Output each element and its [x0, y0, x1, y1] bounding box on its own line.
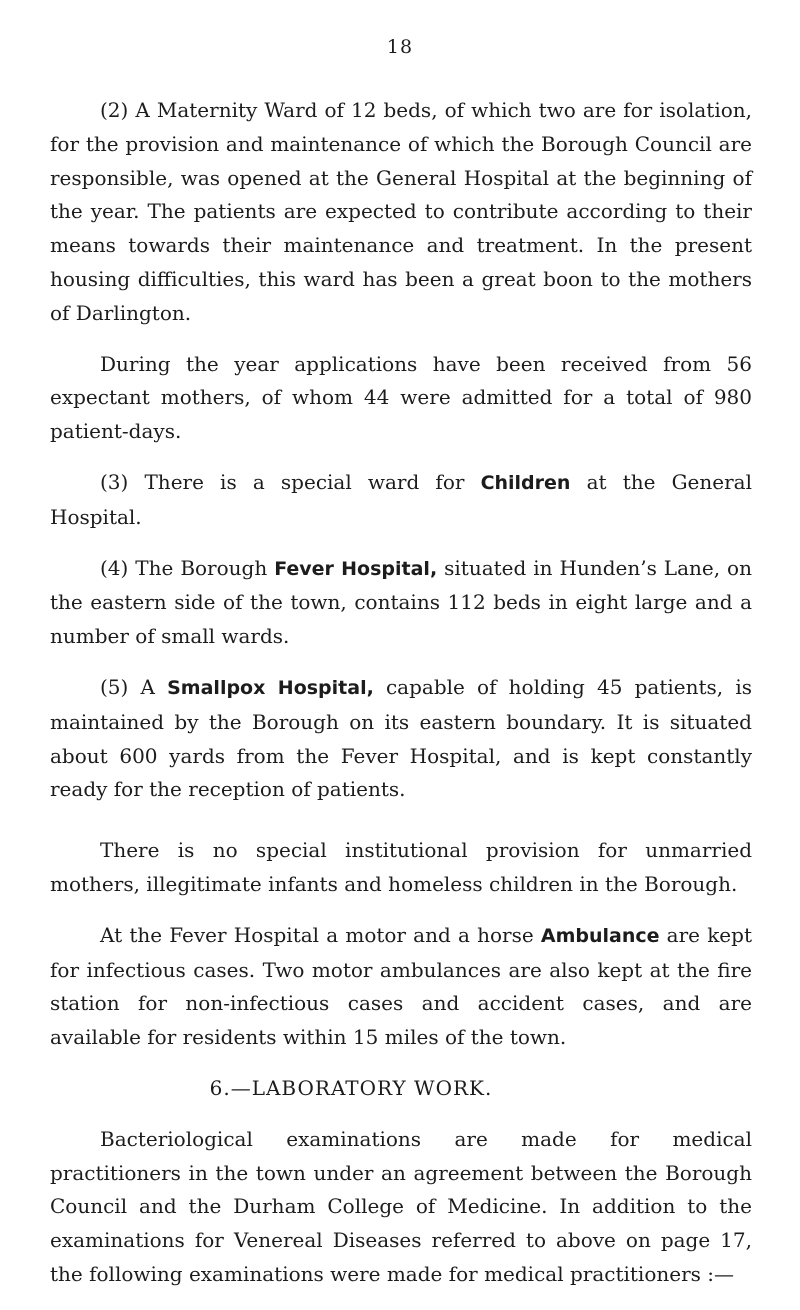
paragraph-applications: During the year applications have been received from 56 expectant mothers, of whom 44 were admitted for a total of 980 patient-days.: [50, 351, 752, 444]
children-ward-bold: Children: [480, 471, 571, 494]
ambulance-text-before: At the Fever Hospital a motor and a horse: [100, 922, 541, 947]
page-number: 18: [386, 36, 414, 58]
paragraph-ambulance: [50, 919, 752, 1055]
ambulance-text-after: are kept for infectious cases. Two motor ambulances are also kept at the fire station for non-infectious cases and accident cases, and are available for residents within 15 miles of the town.: [50, 922, 752, 1050]
paragraph-maternity-ward: (2) A Maternity Ward of 12 beds, of which two are for isolation, for the provision and maintenance of which the Borough Council are responsible, was opened at the General Hospital at the beginning of the year. The patients are expected to contribute according to their means towards their maintenance and treatment. In the present housing difficulties, this ward has been a great boon to the mothers of Darlington.: [50, 98, 752, 325]
paragraph-children-ward: [50, 466, 752, 535]
section-heading-laboratory-work: 6.—LABORATORY WORK.: [209, 1075, 493, 1100]
children-ward-text-before: (3) There is a special ward for: [100, 469, 481, 494]
fever-hospital-bold: Fever Hospital,: [274, 557, 438, 580]
ambulance-bold: Ambulance: [540, 924, 660, 947]
fever-hospital-text-before: (4) The Borough: [100, 555, 275, 580]
paragraph-institutional-provision: There is no special institutional provision for unmarried mothers, illegitimate infants and homeless children in the Borough.: [50, 838, 752, 896]
smallpox-hospital-bold: Smallpox Hospital,: [167, 676, 374, 699]
page-body: [50, 94, 752, 1309]
paragraph-smallpox-hospital: [50, 671, 752, 807]
smallpox-hospital-text-before: (5) A: [100, 674, 168, 699]
paragraph-fever-hospital: [50, 552, 752, 654]
paragraph-bacteriological: Bacteriological examinations are made for medical practitioners in the town under an agreement between the Borough Council and the Durham College of Medicine. In addition to the examinations for Venereal Diseases referred to above on page 17, the following examinations were made for medical practitioners :—: [50, 1126, 752, 1286]
smallpox-hospital-text-after: capable of holding 45 patients, is maintained by the Borough on its eastern boundary. It is situated about 600 yards from the Fever Hospital, and is kept constantly ready for the reception of patients.: [50, 674, 752, 802]
children-ward-text-after: at the General Hospital.: [50, 469, 752, 529]
fever-hospital-text-after: situated in Hunden’s Lane, on the eastern side of the town, contains 112 beds in eight large and a number of small wards.: [50, 555, 752, 649]
